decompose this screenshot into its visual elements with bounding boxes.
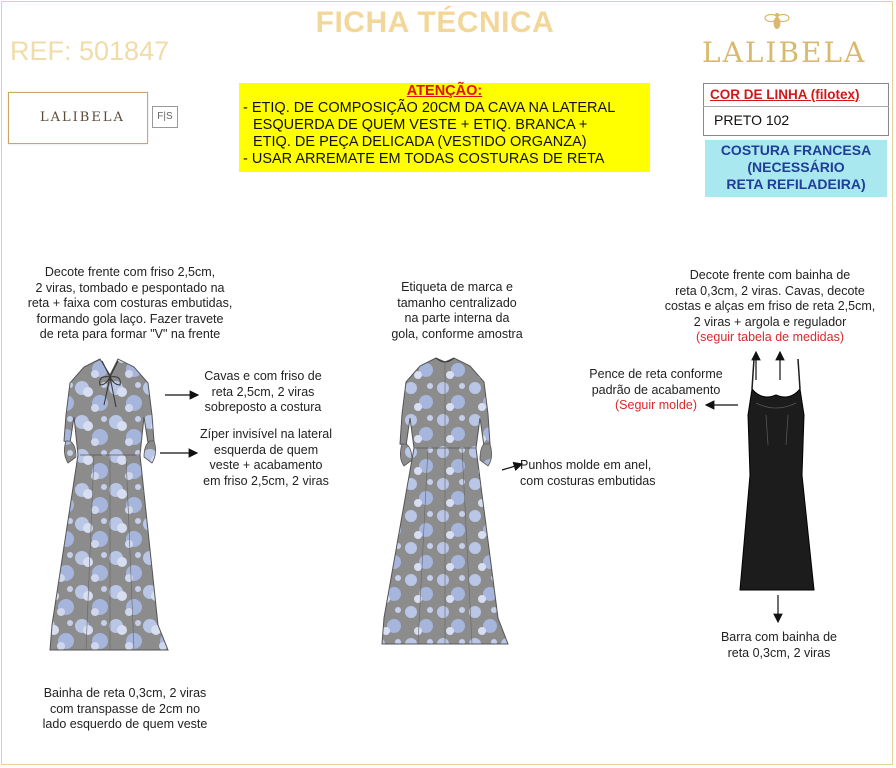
note-armholes: Cavas e com friso de reta 2,5cm, 2 viras sobreposto a costura: [204, 369, 322, 414]
reference-code: REF: 501847: [10, 36, 170, 66]
thread-color-value: PRETO 102: [714, 112, 790, 128]
fs-mark: F|S: [152, 106, 178, 128]
note-hem-front: Bainha de reta 0,3cm, 2 viras com transpasse de 2cm no lado esquerdo de quem veste: [42, 686, 208, 731]
note-dart: Pence de reta conforme padrão de acabamento (Seguir molde): [580, 367, 732, 414]
lining-neckline-ref: (seguir tabela de medidas): [696, 330, 844, 344]
attention-line-4: - USAR ARREMATE EM TODAS COSTURAS DE RETA: [243, 151, 605, 167]
note-front-neckline: Decote frente com friso 2,5cm, 2 viras, tombado e pespontado na reta + faixa com costuras embutidas, formando gola laço. Fazer travete de reta para formar "V" na frente: [27, 265, 233, 341]
attention-line-1: - ETIQ. DE COMPOSIÇÃO 20CM DA CAVA NA LATERAL: [243, 100, 616, 116]
brand-logo-text: LALIBELA: [702, 36, 867, 69]
slip-dress-illustration: [730, 355, 830, 595]
seam-line-1: COSTURA FRANCESA: [720, 142, 872, 158]
note-brand-label: Etiqueta de marca e tamanho centralizado na parte interna da gola, conforme amostra: [391, 280, 523, 341]
attention-line-2: ESQUERDA DE QUEM VESTE + ETIQ. BRANCA +: [253, 117, 588, 133]
seam-line-2: (NECESSÁRIO: [747, 159, 845, 175]
thread-color-title: COR DE LINHA (filotex): [710, 87, 860, 102]
attention-title: ATENÇÃO:: [406, 83, 483, 99]
seam-line-3: RETA REFILADEIRA): [726, 176, 866, 192]
note-cuffs: Punhos molde em anel, com costuras embutidas: [520, 458, 656, 488]
note-lining-hem: Barra com bainha de reta 0,3cm, 2 viras: [720, 630, 838, 660]
label-brand-text: LALIBELA: [40, 110, 125, 125]
back-dress-illustration: [370, 348, 520, 673]
attention-line-3: ETIQ. DE PEÇA DELICADA (VESTIDO ORGANZA): [253, 134, 587, 150]
note-zipper: Zíper invisível na lateral esquerda de quem veste + acabamento em friso 2,5cm, 2 viras: [199, 427, 332, 488]
front-dress-illustration: [40, 345, 180, 680]
note-lining-neckline: Decote frente com bainha de reta 0,3cm, 2 viras. Cavas, decote costas e alças em friso de reta 2,5cm, 2 viras + argola e regulador (seguir tabela de medidas): [654, 268, 886, 346]
dart-ref: (Seguir molde): [615, 398, 697, 412]
page-title: FICHA TÉCNICA: [315, 6, 555, 39]
